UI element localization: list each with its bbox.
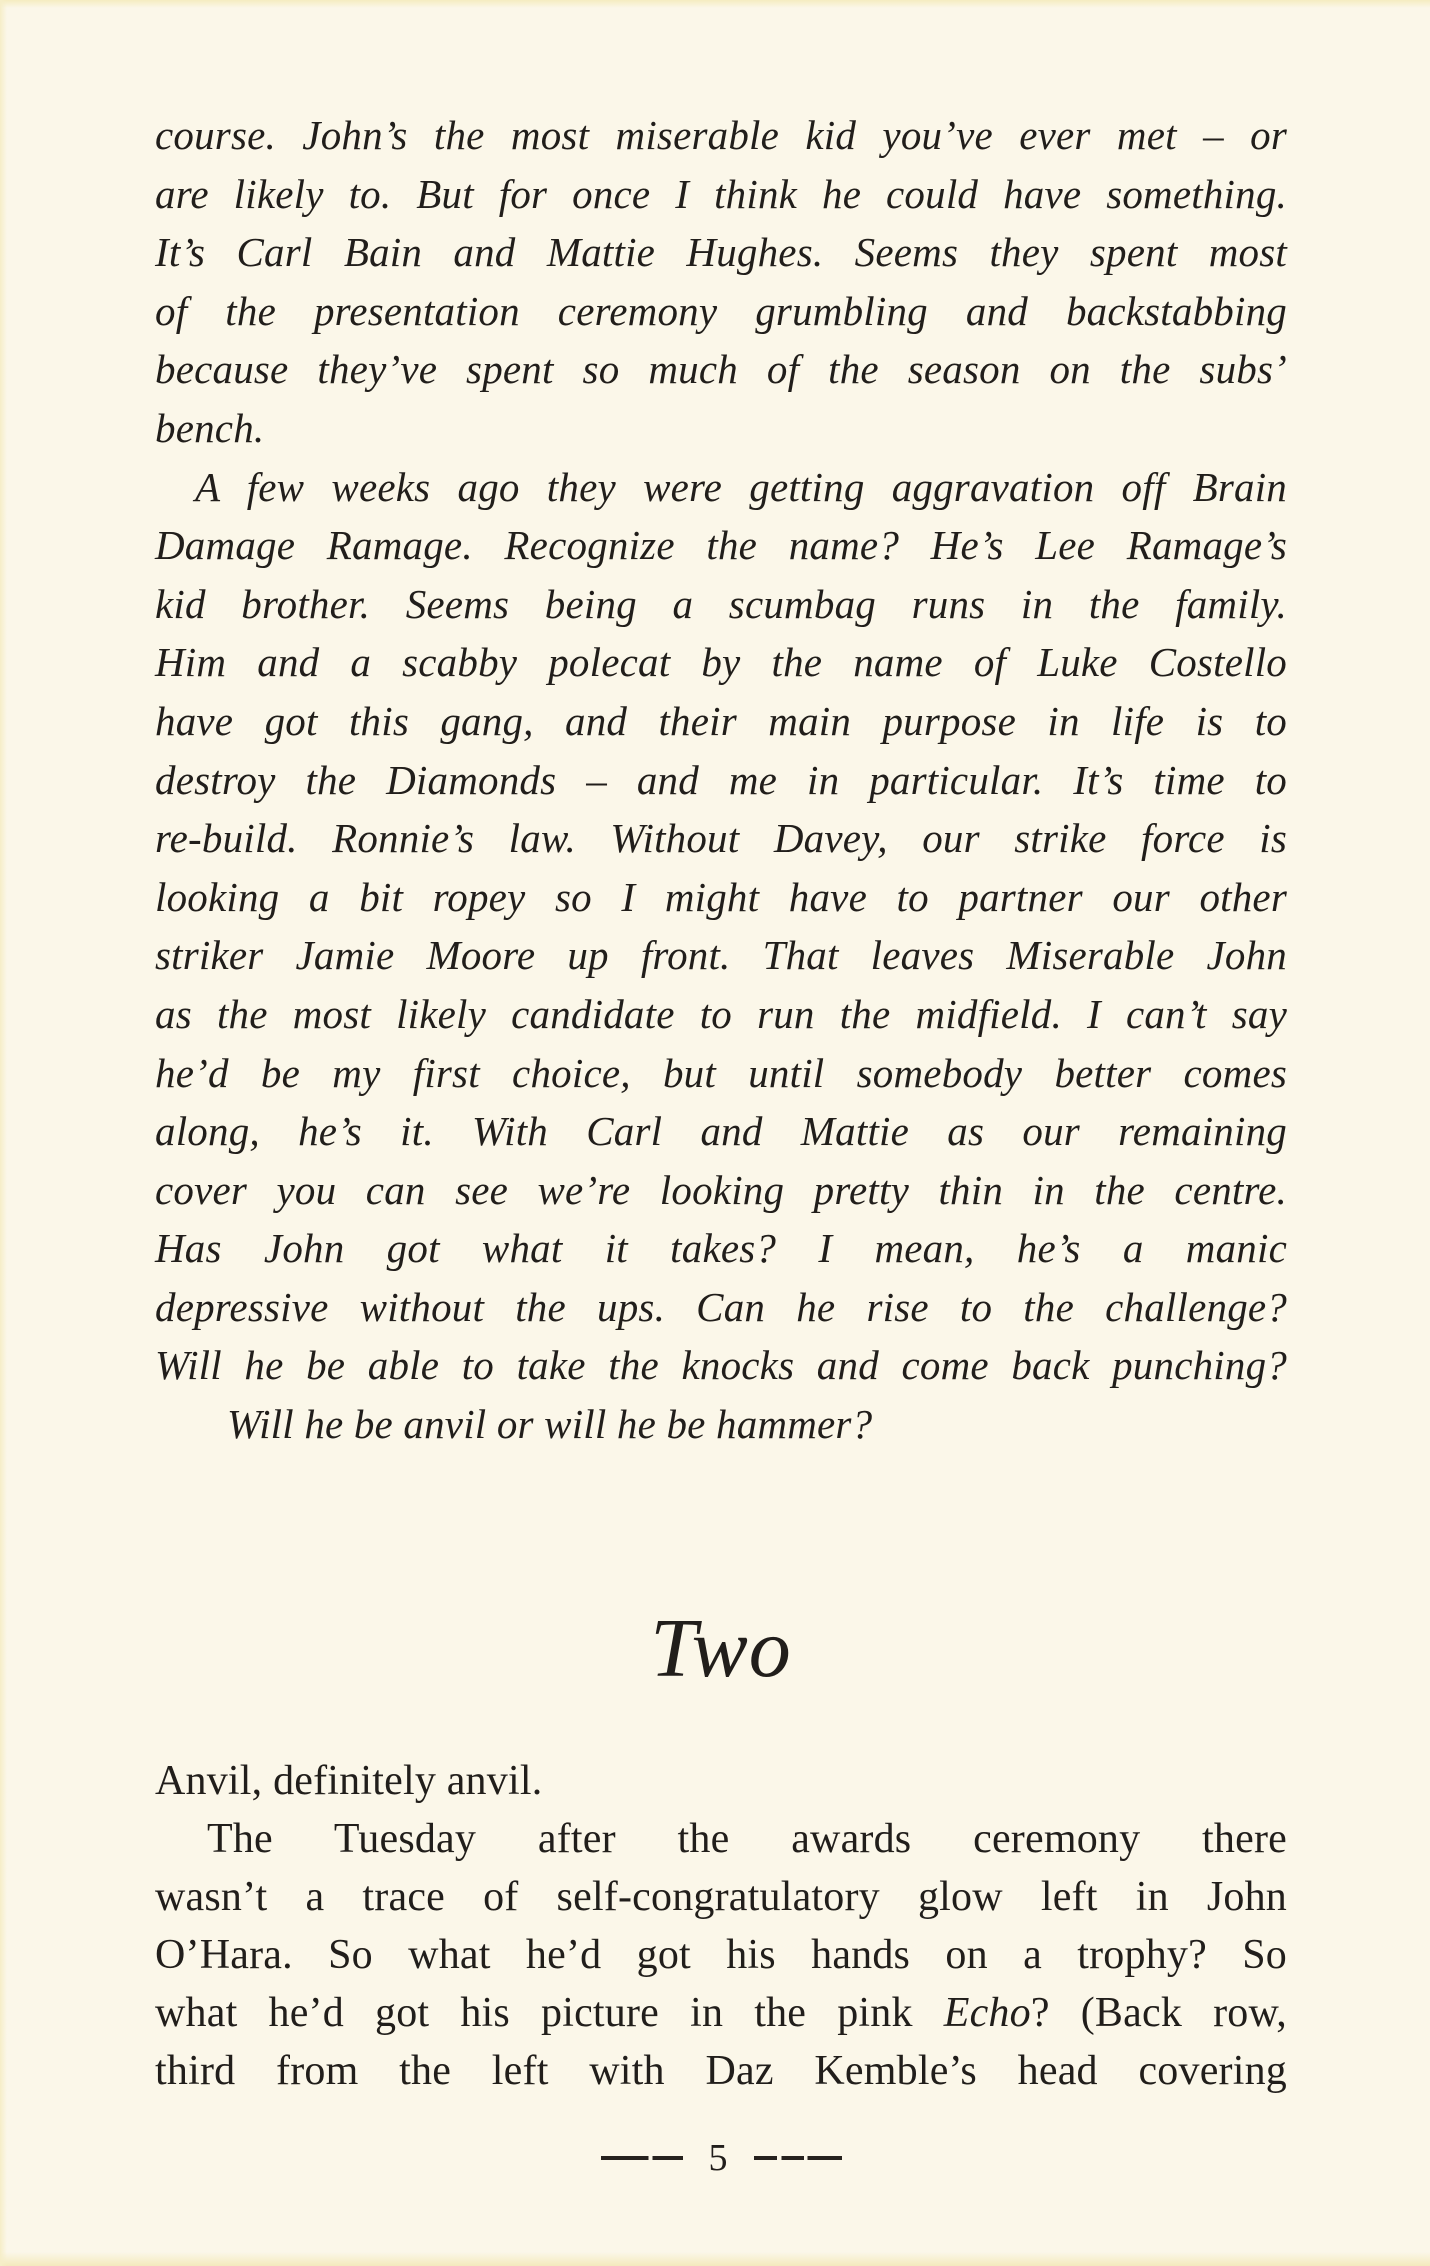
text-line: wasn’t a trace of self-congratulatory glow left in John [155, 1874, 1287, 1920]
text-line: have got this gang, and their main purpose in life is to [155, 697, 1287, 744]
text-line: Will he be anvil or will he be hammer? [227, 1401, 873, 1448]
text-line: course. John’s the most miserable kid you’ve ever met – or [155, 112, 1287, 158]
text-line: along, he’s it. With Carl and Mattie as our remaining [155, 1108, 1287, 1155]
text-line: bench. [155, 404, 265, 451]
page-footer [155, 2126, 1287, 2190]
text-segment: ? (Back row, [1030, 1990, 1287, 2036]
text-line: Anvil, definitely anvil. [155, 1758, 543, 1804]
text-line: Will he be able to take the knocks and come back punching? [155, 1342, 1287, 1389]
text-line: destroy the Diamonds – and me in particular. It’s time to [155, 756, 1287, 803]
text-line: as the most likely candidate to run the midfield. I can’t say [155, 990, 1287, 1037]
text-line: looking a bit ropey so I might have to partner our other [155, 873, 1287, 920]
text-line: re-build. Ronnie’s law. Without Davey, our strike force is [155, 815, 1287, 862]
text-line-with-italic [155, 1984, 1287, 2042]
text-line: O’Hara. So what he’d got his hands on a trophy? So [155, 1932, 1287, 1978]
body-paragraphs [155, 1752, 1287, 2100]
text-line: depressive without the ups. Can he rise to the challenge? [155, 1283, 1287, 1330]
footer-rule-right [754, 2156, 842, 2160]
text-line: The Tuesday after the awards ceremony there [207, 1816, 1287, 1862]
scan-edge-top [0, 0, 1430, 8]
page-number: 5 [708, 2137, 728, 2179]
text-segment: what he’d got his picture in the pink [155, 1990, 944, 2036]
narration-italic-paragraphs [155, 106, 1287, 1454]
text-line: he’d be my first choice, but until somebody better comes [155, 1049, 1287, 1096]
text-line: A few weeks ago they were getting aggravation off Brain [195, 463, 1287, 510]
scan-edge-left [0, 0, 7, 2266]
text-line: of the presentation ceremony grumbling and backstabbing [155, 287, 1287, 334]
text-line: It’s Carl Bain and Mattie Hughes. Seems they spent most [155, 229, 1287, 276]
chapter-heading: Two [650, 1602, 792, 1695]
text-line: are likely to. But for once I think he could have something. [155, 170, 1287, 217]
text-line: kid brother. Seems being a scumbag runs in the family. [155, 580, 1287, 627]
text-line: striker Jamie Moore up front. That leaves Miserable John [155, 932, 1287, 979]
text-line: because they’ve spent so much of the season on the subs’ [155, 346, 1287, 393]
italicized-word: Echo [943, 1990, 1031, 2036]
text-line: Damage Ramage. Recognize the name? He’s Lee Ramage’s [155, 522, 1287, 569]
text-line: cover you can see we’re looking pretty thin in the centre. [155, 1166, 1287, 1213]
footer-rule-left [601, 2156, 683, 2160]
scan-edge-bottom [0, 2252, 1430, 2266]
text-line: third from the left with Daz Kemble’s head covering [155, 2048, 1287, 2094]
text-line: Him and a scabby polecat by the name of Luke Costello [155, 639, 1287, 686]
text-line: Has John got what it takes? I mean, he’s a manic [155, 1225, 1287, 1272]
